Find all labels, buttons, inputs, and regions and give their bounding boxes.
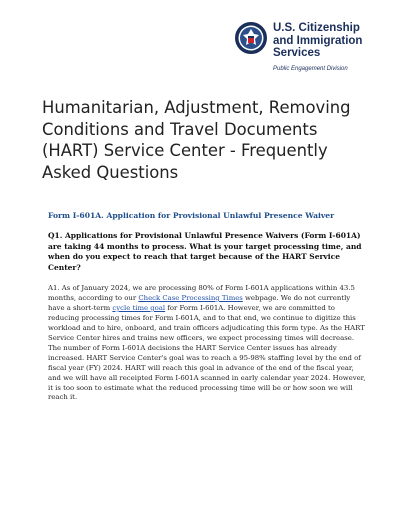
agency-name-line3: Services — [273, 47, 321, 59]
agency-name — [273, 22, 362, 60]
agency-header — [235, 22, 395, 78]
answer-text-1: A1. As of January 2024, we are processing 80% of Form I-601A applications within 43.5 months, according to our — [48, 284, 355, 302]
dhs-seal-icon — [235, 22, 267, 54]
division-name: Public Engagement Division — [273, 66, 348, 72]
agency-name-line2: and Immigration — [273, 34, 363, 47]
faq-answer — [48, 284, 366, 403]
faq-question: Q1. Applications for Provisional Unlawful Presence Waivers (Form I-601A) are taking 44 months to process. What is your target processing time, and when do you expect to reach that target because of the HART Service Center? — [48, 231, 362, 272]
page-title: Humanitarian, Adjustment, Removing Conditions and Travel Documents (HART) Service Center - Frequently Asked Questions — [42, 98, 351, 182]
check-case-processing-times-link[interactable]: Check Case Processing Times — [138, 293, 243, 302]
agency-name-line1: U.S. Citizenship — [273, 22, 360, 34]
answer-text-2: webpage. We do not currently have a short-term — [48, 293, 351, 312]
answer-text-3: for Form I-601A. However, we are committed to reducing processing times for Form I-601A, and to that end, we continue to digitize this workload and to hire, onboard, and train officers adjudicating this form type. As the HART Service Center hires and trains new officers, we expect processing times will decrease. The number of Form I-601A decisions the HART Service Center issues has already increased. HART Service Center's goal was to reach a 95-98% staffing level by the end of fiscal year (FY) 2024. HART will reach this goal in advance of the end of the fiscal year, and we will have all receipted Form I-601A scanned in early calendar year 2024. However, it is too soon to estimate what the reduced processing time will be or how soon we will reach it. — [48, 303, 366, 402]
section-heading: Form I-601A. Application for Provisional Unlawful Presence Waiver — [48, 211, 335, 220]
cycle-time-goal-link[interactable]: cycle time goal — [112, 303, 166, 312]
